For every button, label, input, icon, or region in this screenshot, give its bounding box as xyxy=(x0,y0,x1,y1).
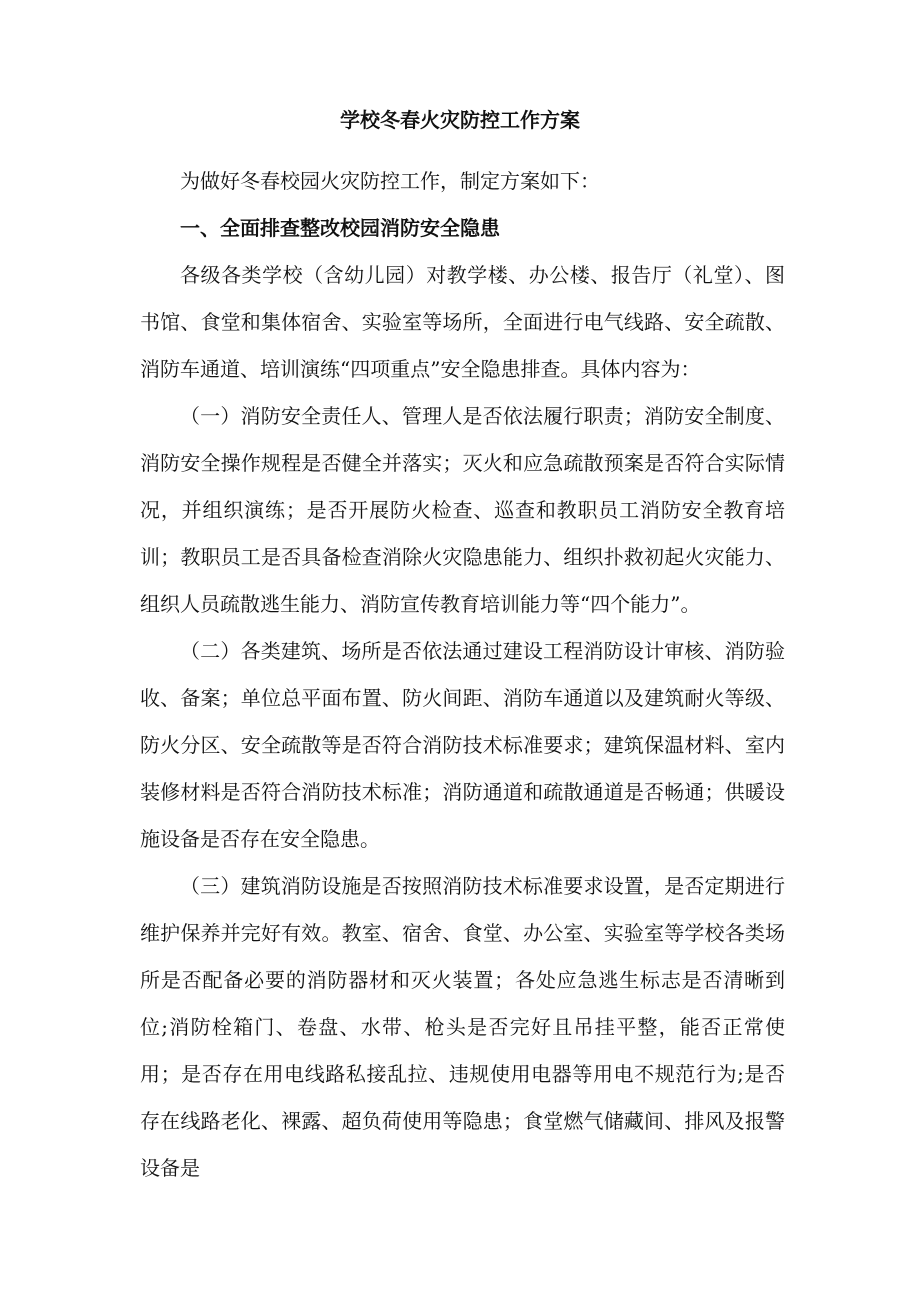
item-1-paragraph: （一）消防安全责任人、管理人是否依法履行职责；消防安全制度、消防安全操作规程是否健全并落实；灭火和应急疏散预案是否符合实际情况，并组织演练；是否开展防火检查、巡查和教职员工消防安全教育培训；教职员工是否具备检查消除火灾隐患能力、组织扑救初起火灾能力、组织人员疏散逃生能力、消防宣传教育培训能力等“四个能力”。 xyxy=(140,404,785,616)
document-title: 学校冬春火灾防控工作方案 xyxy=(340,108,580,132)
item-2-paragraph: （二）各类建筑、场所是否依法通过建设工程消防设计审核、消防验收、备案；单位总平面布置、防火间距、消防车通道以及建筑耐火等级、防火分区、安全疏散等是否符合消防技术标准要求；建筑保温材料、室内装修材料是否符合消防技术标准；消防通道和疏散通道是否畅通；供暖设施设备是否存在安全隐患。 xyxy=(140,639,785,851)
section-heading: 一、全面排查整改校园消防安全隐患 xyxy=(180,216,500,240)
section-paragraph: 各级各类学校（含幼儿园）对教学楼、办公楼、报告厅（礼堂）、图书馆、食堂和集体宿舍、实验室等场所，全面进行电气线路、安全疏散、消防车通道、培训演练“四项重点”安全隐患排查。具体内容为： xyxy=(140,263,785,381)
document-body xyxy=(140,158,785,1192)
intro-paragraph: 为做好冬春校园火灾防控工作，制定方案如下： xyxy=(180,169,600,193)
item-3-paragraph: （三）建筑消防设施是否按照消防技术标准要求设置，是否定期进行维护保养并完好有效。教室、宿舍、食堂、办公室、实验室等学校各类场所是否配备必要的消防器材和灭火装置；各处应急逃生标志是否清晰到位;消防栓箱门、卷盘、水带、枪头是否完好且吊挂平整，能否正常使用；是否存在用电线路私接乱拉、违规使用电器等用电不规范行为;是否存在线路老化、裸露、超负荷使用等隐患；食堂燃气储藏间、排风及报警设备是 xyxy=(140,874,785,1180)
